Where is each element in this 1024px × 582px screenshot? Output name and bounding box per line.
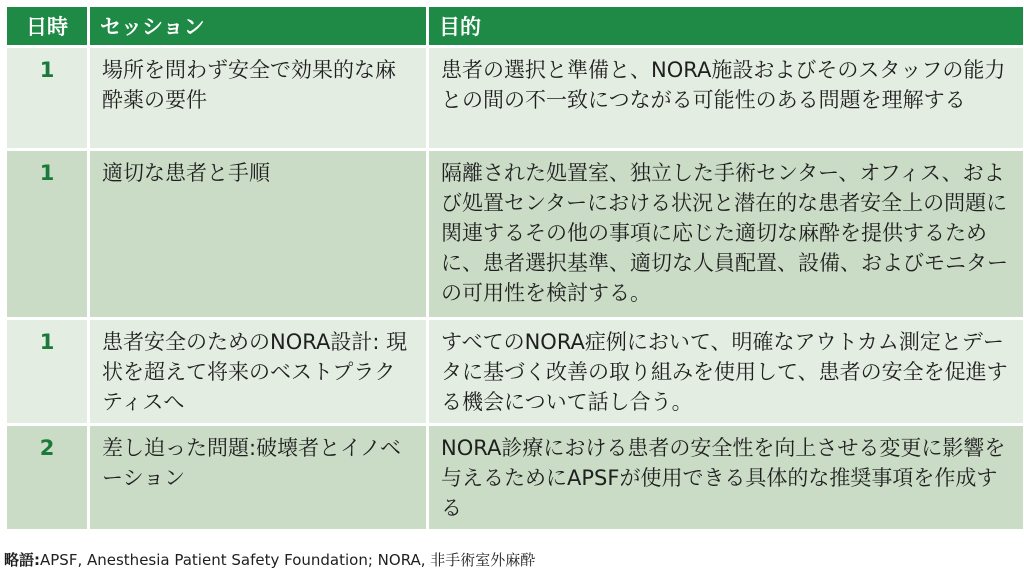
footnote-label: 略語: — [4, 551, 40, 569]
footnote — [4, 549, 535, 570]
row-day: 1 — [7, 48, 87, 148]
table-row — [7, 151, 1023, 317]
row-day: 1 — [7, 320, 87, 423]
row-session: 差し迫った問題:破壊者とイノベーション — [90, 426, 426, 529]
row-day: 2 — [7, 426, 87, 529]
row-objective: 患者の選択と準備と、NORA施設およびそのスタッフの能力との間の不一致につながる可能性のある問題を理解する — [429, 48, 1023, 148]
row-objective: すべてのNORA症例において、明確なアウトカム測定とデータに基づく改善の取り組みを使用して、患者の安全を促進する機会について話し合う。 — [429, 320, 1023, 423]
row-objective: NORA診療における患者の安全性を向上させる変更に影響を与えるためにAPSFが使用できる具体的な推奨事項を作成する — [429, 426, 1023, 529]
row-session: 適切な患者と手順 — [90, 151, 426, 317]
sessions-table — [4, 4, 1024, 532]
row-session: 場所を問わず安全で効果的な麻酔薬の要件 — [90, 48, 426, 148]
header-session: セッション — [90, 7, 426, 45]
table-row — [7, 48, 1023, 148]
row-objective: 隔離された処置室、独立した手術センター、オフィス、および処置センターにおける状況と潜在的な患者安全上の問題に関連するその他の事項に応じた適切な麻酔を提供するために、患者選択基準、適切な人員配置、設備、およびモニターの可用性を検討する。 — [429, 151, 1023, 317]
footnote-text: APSF, Anesthesia Patient Safety Foundation; NORA, 非手術室外麻酔 — [40, 551, 536, 569]
row-session: 患者安全のためのNORA設計: 現状を超えて将来のベストプラクティスへ — [90, 320, 426, 423]
row-day: 1 — [7, 151, 87, 317]
header-day: 日時 — [7, 7, 87, 45]
table-row — [7, 320, 1023, 423]
table-row — [7, 426, 1023, 529]
table-header-row — [7, 7, 1023, 45]
header-objective: 目的 — [429, 7, 1023, 45]
